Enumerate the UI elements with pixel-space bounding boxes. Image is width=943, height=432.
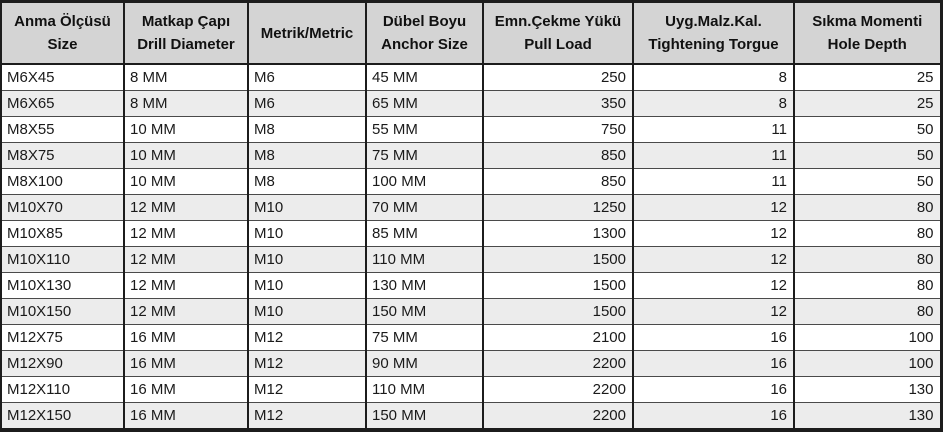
table-cell-pull-load: 1300 — [483, 221, 633, 247]
table-cell-hole-depth: 50 — [794, 117, 941, 143]
table-cell-torque: 11 — [633, 169, 794, 195]
table-cell-metric: M10 — [248, 247, 366, 273]
header-row — [1, 2, 941, 65]
table-cell-pull-load: 1500 — [483, 273, 633, 299]
table-cell-hole-depth: 100 — [794, 325, 941, 351]
table-row — [1, 221, 941, 247]
table-cell-metric: M12 — [248, 351, 366, 377]
table-cell-anchor-size: 110 MM — [366, 247, 483, 273]
table-cell-pull-load: 1500 — [483, 247, 633, 273]
table-body — [1, 64, 941, 430]
table-cell-pull-load: 350 — [483, 91, 633, 117]
table-cell-pull-load: 850 — [483, 169, 633, 195]
table-cell-torque: 12 — [633, 299, 794, 325]
table-cell-torque: 8 — [633, 64, 794, 91]
column-header-line2: Hole Depth — [827, 36, 907, 53]
table-cell-hole-depth: 80 — [794, 221, 941, 247]
table-cell-anchor-size: 75 MM — [366, 143, 483, 169]
table-cell-hole-depth: 130 — [794, 377, 941, 403]
table-cell-drill: 8 MM — [124, 64, 248, 91]
table-cell-drill: 12 MM — [124, 273, 248, 299]
table-cell-torque: 12 — [633, 247, 794, 273]
table-row — [1, 169, 941, 195]
table-row — [1, 247, 941, 273]
table-cell-metric: M8 — [248, 117, 366, 143]
table-cell-torque: 16 — [633, 325, 794, 351]
table-cell-drill: 12 MM — [124, 195, 248, 221]
table-cell-metric: M10 — [248, 195, 366, 221]
table-cell-pull-load: 2200 — [483, 351, 633, 377]
table-cell-drill: 12 MM — [124, 247, 248, 273]
table-cell-anchor-size: 150 MM — [366, 299, 483, 325]
table-cell-drill: 10 MM — [124, 117, 248, 143]
table-cell-drill: 16 MM — [124, 377, 248, 403]
table-cell-drill: 12 MM — [124, 299, 248, 325]
table-cell-hole-depth: 25 — [794, 64, 941, 91]
table-cell-size: M6X65 — [1, 91, 124, 117]
table-cell-metric: M12 — [248, 325, 366, 351]
column-header-line2: Drill Diameter — [137, 36, 235, 53]
table-cell-hole-depth: 100 — [794, 351, 941, 377]
table-cell-torque: 8 — [633, 91, 794, 117]
column-header-anchor-size — [366, 2, 483, 65]
table-cell-pull-load: 2200 — [483, 377, 633, 403]
table-cell-drill: 16 MM — [124, 325, 248, 351]
column-header-line2: Tightening Torgue — [648, 36, 779, 53]
table-cell-anchor-size: 65 MM — [366, 91, 483, 117]
table-cell-size: M6X45 — [1, 64, 124, 91]
table-cell-size: M12X150 — [1, 403, 124, 431]
table-row — [1, 351, 941, 377]
column-header-metric — [248, 2, 366, 65]
table-cell-drill: 10 MM — [124, 169, 248, 195]
table-cell-metric: M12 — [248, 377, 366, 403]
table-cell-size: M10X130 — [1, 273, 124, 299]
table-cell-hole-depth: 80 — [794, 299, 941, 325]
table-cell-hole-depth: 130 — [794, 403, 941, 431]
table-row — [1, 143, 941, 169]
table-cell-pull-load: 2100 — [483, 325, 633, 351]
column-header-line1: Uyg.Malz.Kal. — [665, 13, 762, 30]
table-cell-size: M12X90 — [1, 351, 124, 377]
column-header-line2: Anchor Size — [381, 36, 468, 53]
table-cell-torque: 16 — [633, 403, 794, 431]
table-cell-metric: M8 — [248, 169, 366, 195]
table-row — [1, 377, 941, 403]
table-row — [1, 91, 941, 117]
table-cell-hole-depth: 50 — [794, 169, 941, 195]
column-header-size — [1, 2, 124, 65]
column-header-line1: Matkap Çapı — [141, 13, 231, 30]
table-cell-anchor-size: 150 MM — [366, 403, 483, 431]
column-header-line1: Metrik/Metric — [260, 24, 354, 42]
column-header-line1: Anma Ölçüsü — [14, 13, 111, 30]
table-row — [1, 299, 941, 325]
table-cell-pull-load: 1500 — [483, 299, 633, 325]
table-cell-anchor-size: 55 MM — [366, 117, 483, 143]
table-cell-size: M10X70 — [1, 195, 124, 221]
table-cell-metric: M6 — [248, 91, 366, 117]
column-header-line2: Size — [47, 36, 78, 53]
table-cell-anchor-size: 85 MM — [366, 221, 483, 247]
table-cell-size: M8X75 — [1, 143, 124, 169]
column-header-torque — [633, 2, 794, 65]
table-cell-size: M8X100 — [1, 169, 124, 195]
table-cell-hole-depth: 80 — [794, 273, 941, 299]
table-cell-anchor-size: 75 MM — [366, 325, 483, 351]
table-cell-torque: 12 — [633, 273, 794, 299]
table-row — [1, 403, 941, 431]
table-row — [1, 195, 941, 221]
table-cell-pull-load: 850 — [483, 143, 633, 169]
table-cell-size: M12X75 — [1, 325, 124, 351]
column-header-pull-load — [483, 2, 633, 65]
table-cell-torque: 11 — [633, 117, 794, 143]
table-cell-torque: 12 — [633, 195, 794, 221]
table-cell-drill: 10 MM — [124, 143, 248, 169]
table-row — [1, 117, 941, 143]
table-cell-anchor-size: 70 MM — [366, 195, 483, 221]
column-header-line1: Dübel Boyu — [382, 13, 467, 30]
table-cell-metric: M10 — [248, 221, 366, 247]
table-cell-size: M8X55 — [1, 117, 124, 143]
table-cell-size: M10X110 — [1, 247, 124, 273]
table-cell-size: M10X150 — [1, 299, 124, 325]
column-header-line2: Pull Load — [524, 36, 592, 53]
table-row — [1, 325, 941, 351]
column-header-hole-depth — [794, 2, 941, 65]
table-cell-hole-depth: 80 — [794, 247, 941, 273]
table-cell-hole-depth: 50 — [794, 143, 941, 169]
table-cell-torque: 12 — [633, 221, 794, 247]
table-cell-metric: M12 — [248, 403, 366, 431]
table-cell-pull-load: 1250 — [483, 195, 633, 221]
table-cell-pull-load: 750 — [483, 117, 633, 143]
table-cell-metric: M10 — [248, 273, 366, 299]
table-cell-metric: M6 — [248, 64, 366, 91]
table-cell-drill: 16 MM — [124, 403, 248, 431]
table-cell-size: M10X85 — [1, 221, 124, 247]
table-cell-hole-depth: 80 — [794, 195, 941, 221]
table-cell-torque: 11 — [633, 143, 794, 169]
table-cell-anchor-size: 90 MM — [366, 351, 483, 377]
table-cell-size: M12X110 — [1, 377, 124, 403]
table-cell-anchor-size: 110 MM — [366, 377, 483, 403]
table-cell-hole-depth: 25 — [794, 91, 941, 117]
table-cell-torque: 16 — [633, 377, 794, 403]
table-header — [1, 2, 941, 65]
table-cell-metric: M10 — [248, 299, 366, 325]
column-header-line1: Emn.Çekme Yükü — [494, 13, 622, 30]
table-cell-pull-load: 2200 — [483, 403, 633, 431]
table-cell-drill: 8 MM — [124, 91, 248, 117]
table-cell-anchor-size: 130 MM — [366, 273, 483, 299]
table-cell-anchor-size: 45 MM — [366, 64, 483, 91]
column-header-line1: Sıkma Momenti — [812, 13, 923, 30]
table-cell-pull-load: 250 — [483, 64, 633, 91]
table-cell-drill: 12 MM — [124, 221, 248, 247]
table-cell-torque: 16 — [633, 351, 794, 377]
table-cell-anchor-size: 100 MM — [366, 169, 483, 195]
table-cell-drill: 16 MM — [124, 351, 248, 377]
column-header-drill — [124, 2, 248, 65]
table-row — [1, 64, 941, 91]
table-row — [1, 273, 941, 299]
table-cell-metric: M8 — [248, 143, 366, 169]
